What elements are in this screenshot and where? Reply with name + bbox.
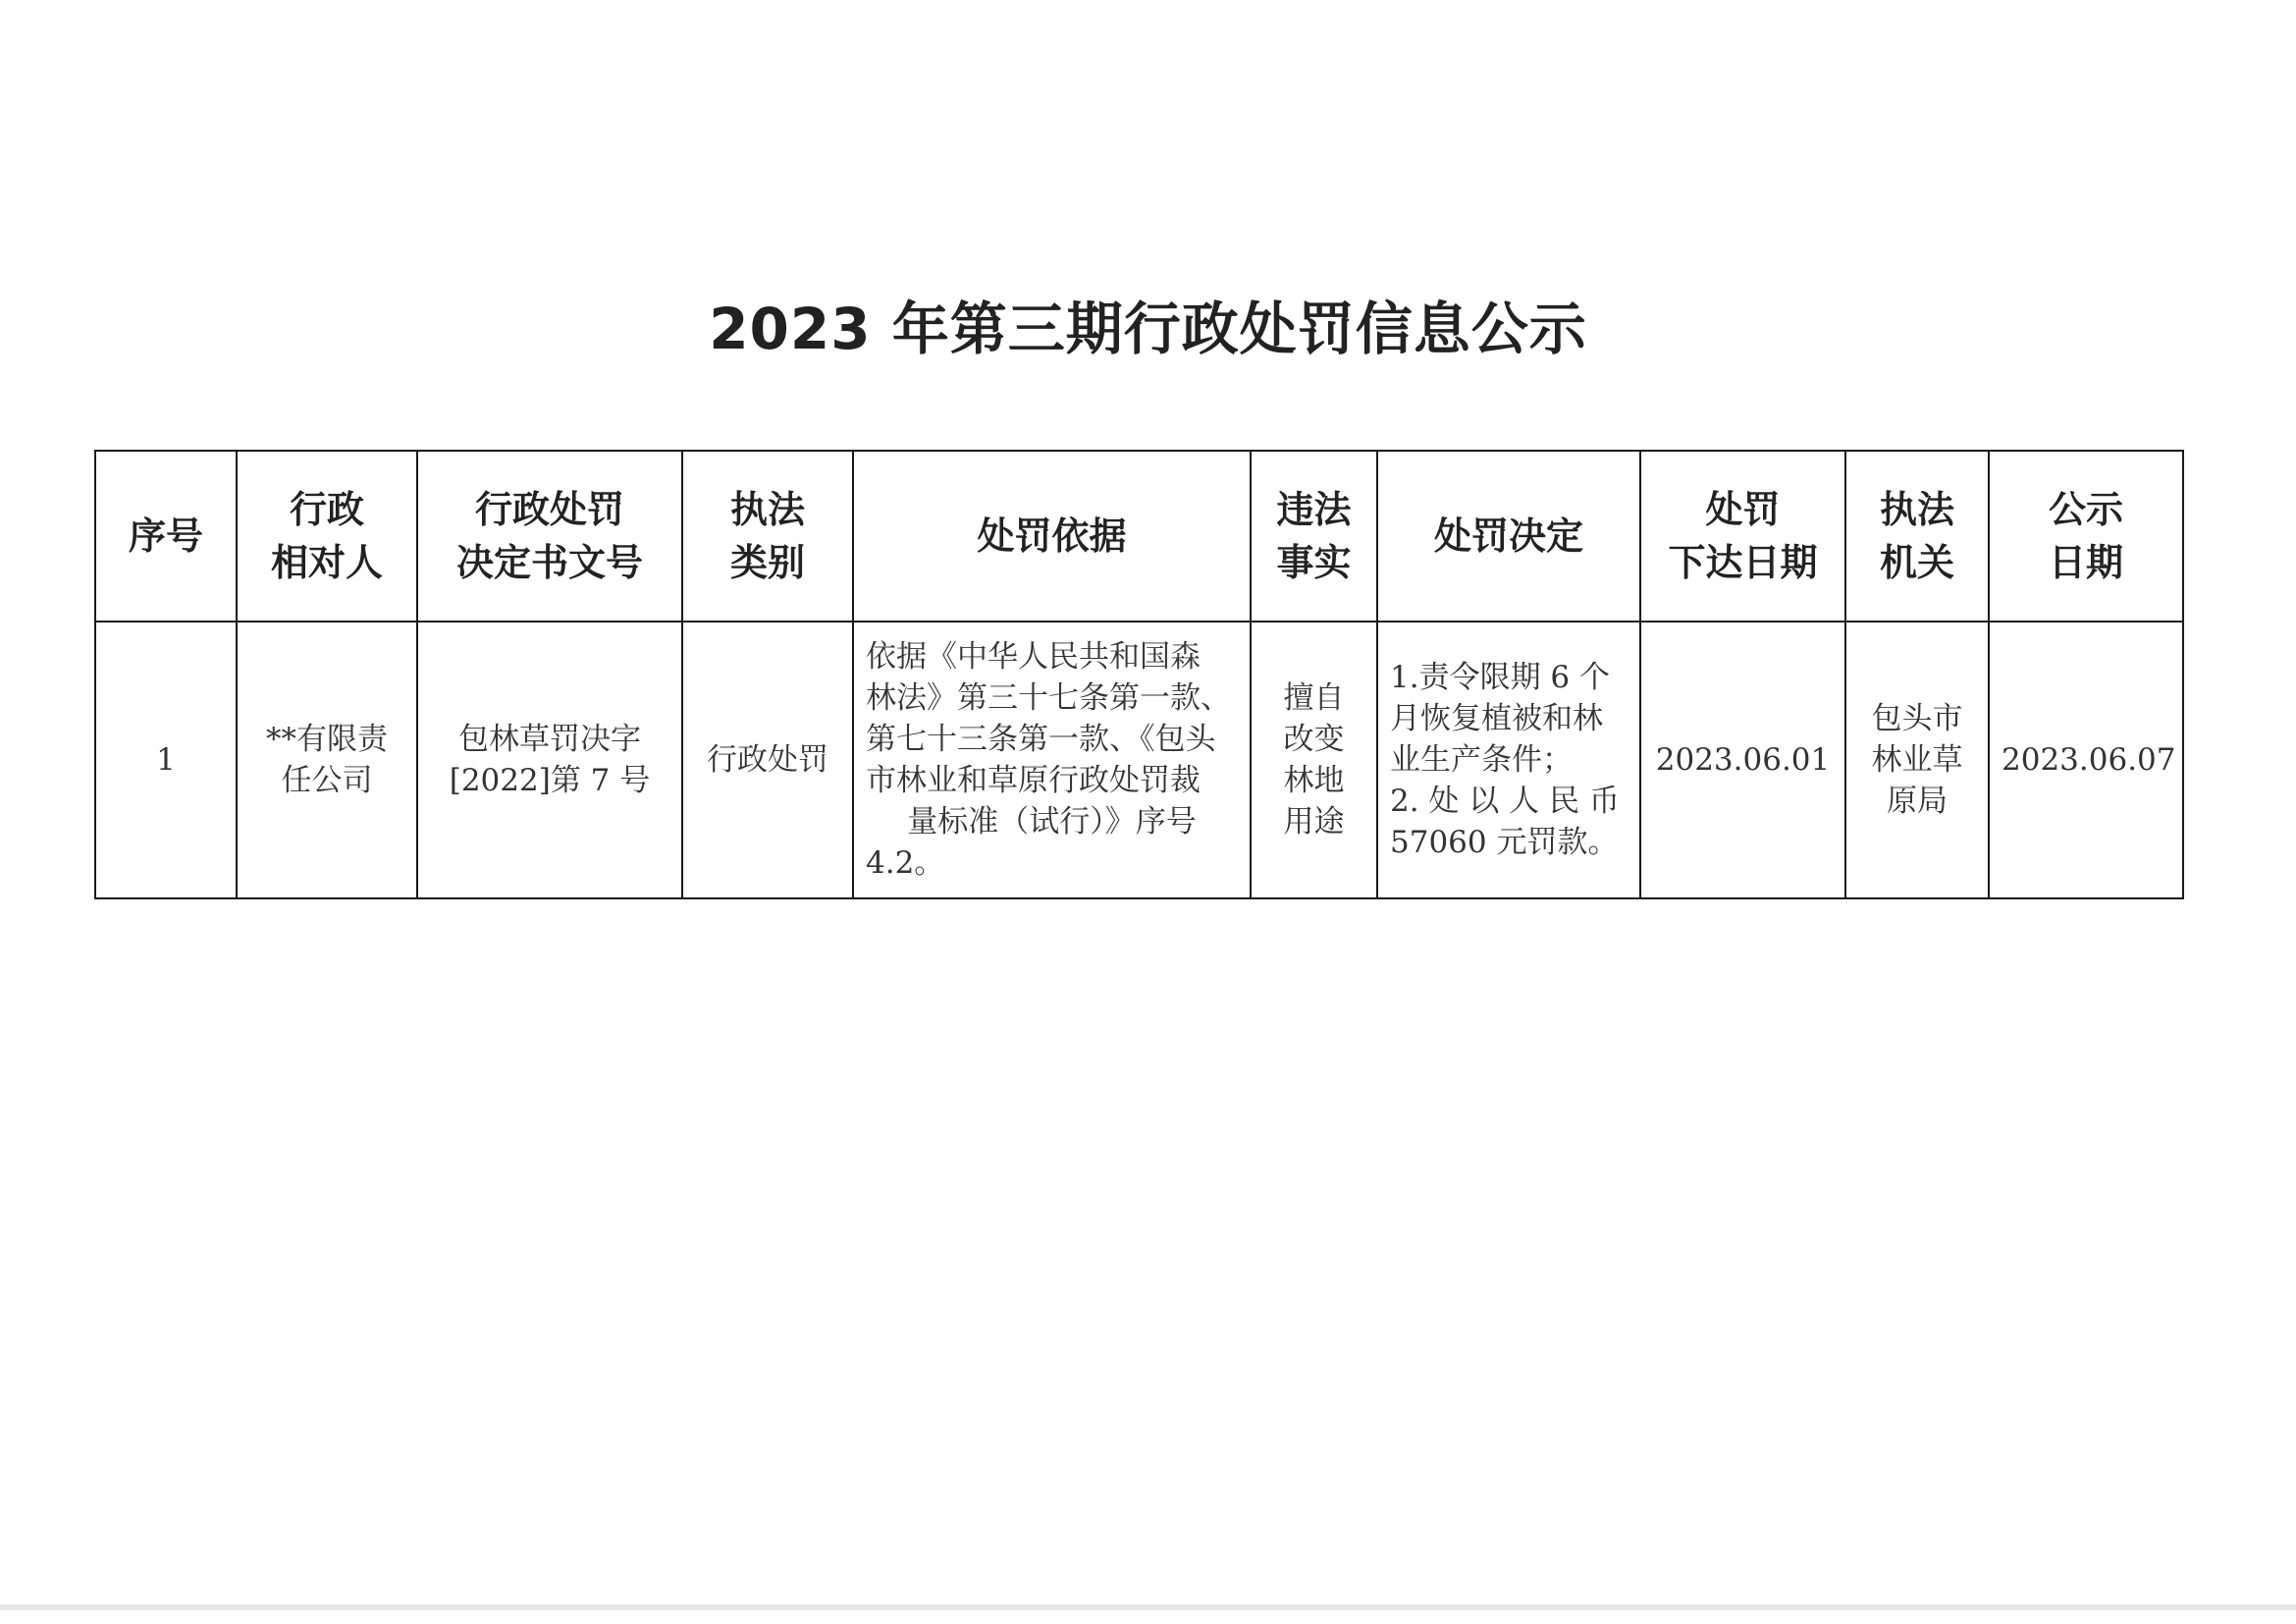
header-publish-date: 公示 日期 <box>1989 451 2183 622</box>
header-basis: 处罚依据 <box>853 451 1251 622</box>
header-party: 行政 相对人 <box>237 451 417 622</box>
cell-category: 行政处罚 <box>682 622 853 898</box>
cell-basis: 依据《中华人民共和国森 林法》第三十七条第一款、 第七十三条第一款、《包头 市林业和草原行政处罚裁 量标准（试行）》序号 4.2。 <box>853 622 1251 898</box>
table-header-row <box>95 451 2183 622</box>
penalty-info-table <box>94 450 2184 899</box>
cell-facts: 擅自 改变 林地 用途 <box>1251 622 1377 898</box>
cell-seq: 1 <box>95 622 237 898</box>
header-decision: 处罚决定 <box>1377 451 1640 622</box>
header-facts: 违法 事实 <box>1251 451 1377 622</box>
header-category: 执法 类别 <box>682 451 853 622</box>
cell-party: **有限责 任公司 <box>237 622 417 898</box>
page-title: 2023 年第三期行政处罚信息公示 <box>709 296 1587 362</box>
header-doc-number: 行政处罚 决定书文号 <box>417 451 682 622</box>
header-seq: 序号 <box>95 451 237 622</box>
scan-bottom-edge <box>0 1604 2296 1610</box>
cell-publish-date: 2023.06.07 <box>1989 622 2183 898</box>
cell-decision: 1.责令限期 6 个 月恢复植被和林 业生产条件； 2. 处 以 人 民 币 57060 元罚款。 <box>1377 622 1640 898</box>
cell-doc-number: 包林草罚决字 [2022]第 7 号 <box>417 622 682 898</box>
header-issue-date: 处罚 下达日期 <box>1640 451 1845 622</box>
header-authority: 执法 机关 <box>1845 451 1989 622</box>
table-row <box>95 622 2183 898</box>
cell-authority: 包头市 林业草 原局 <box>1845 622 1989 898</box>
cell-issue-date: 2023.06.01 <box>1640 622 1845 898</box>
